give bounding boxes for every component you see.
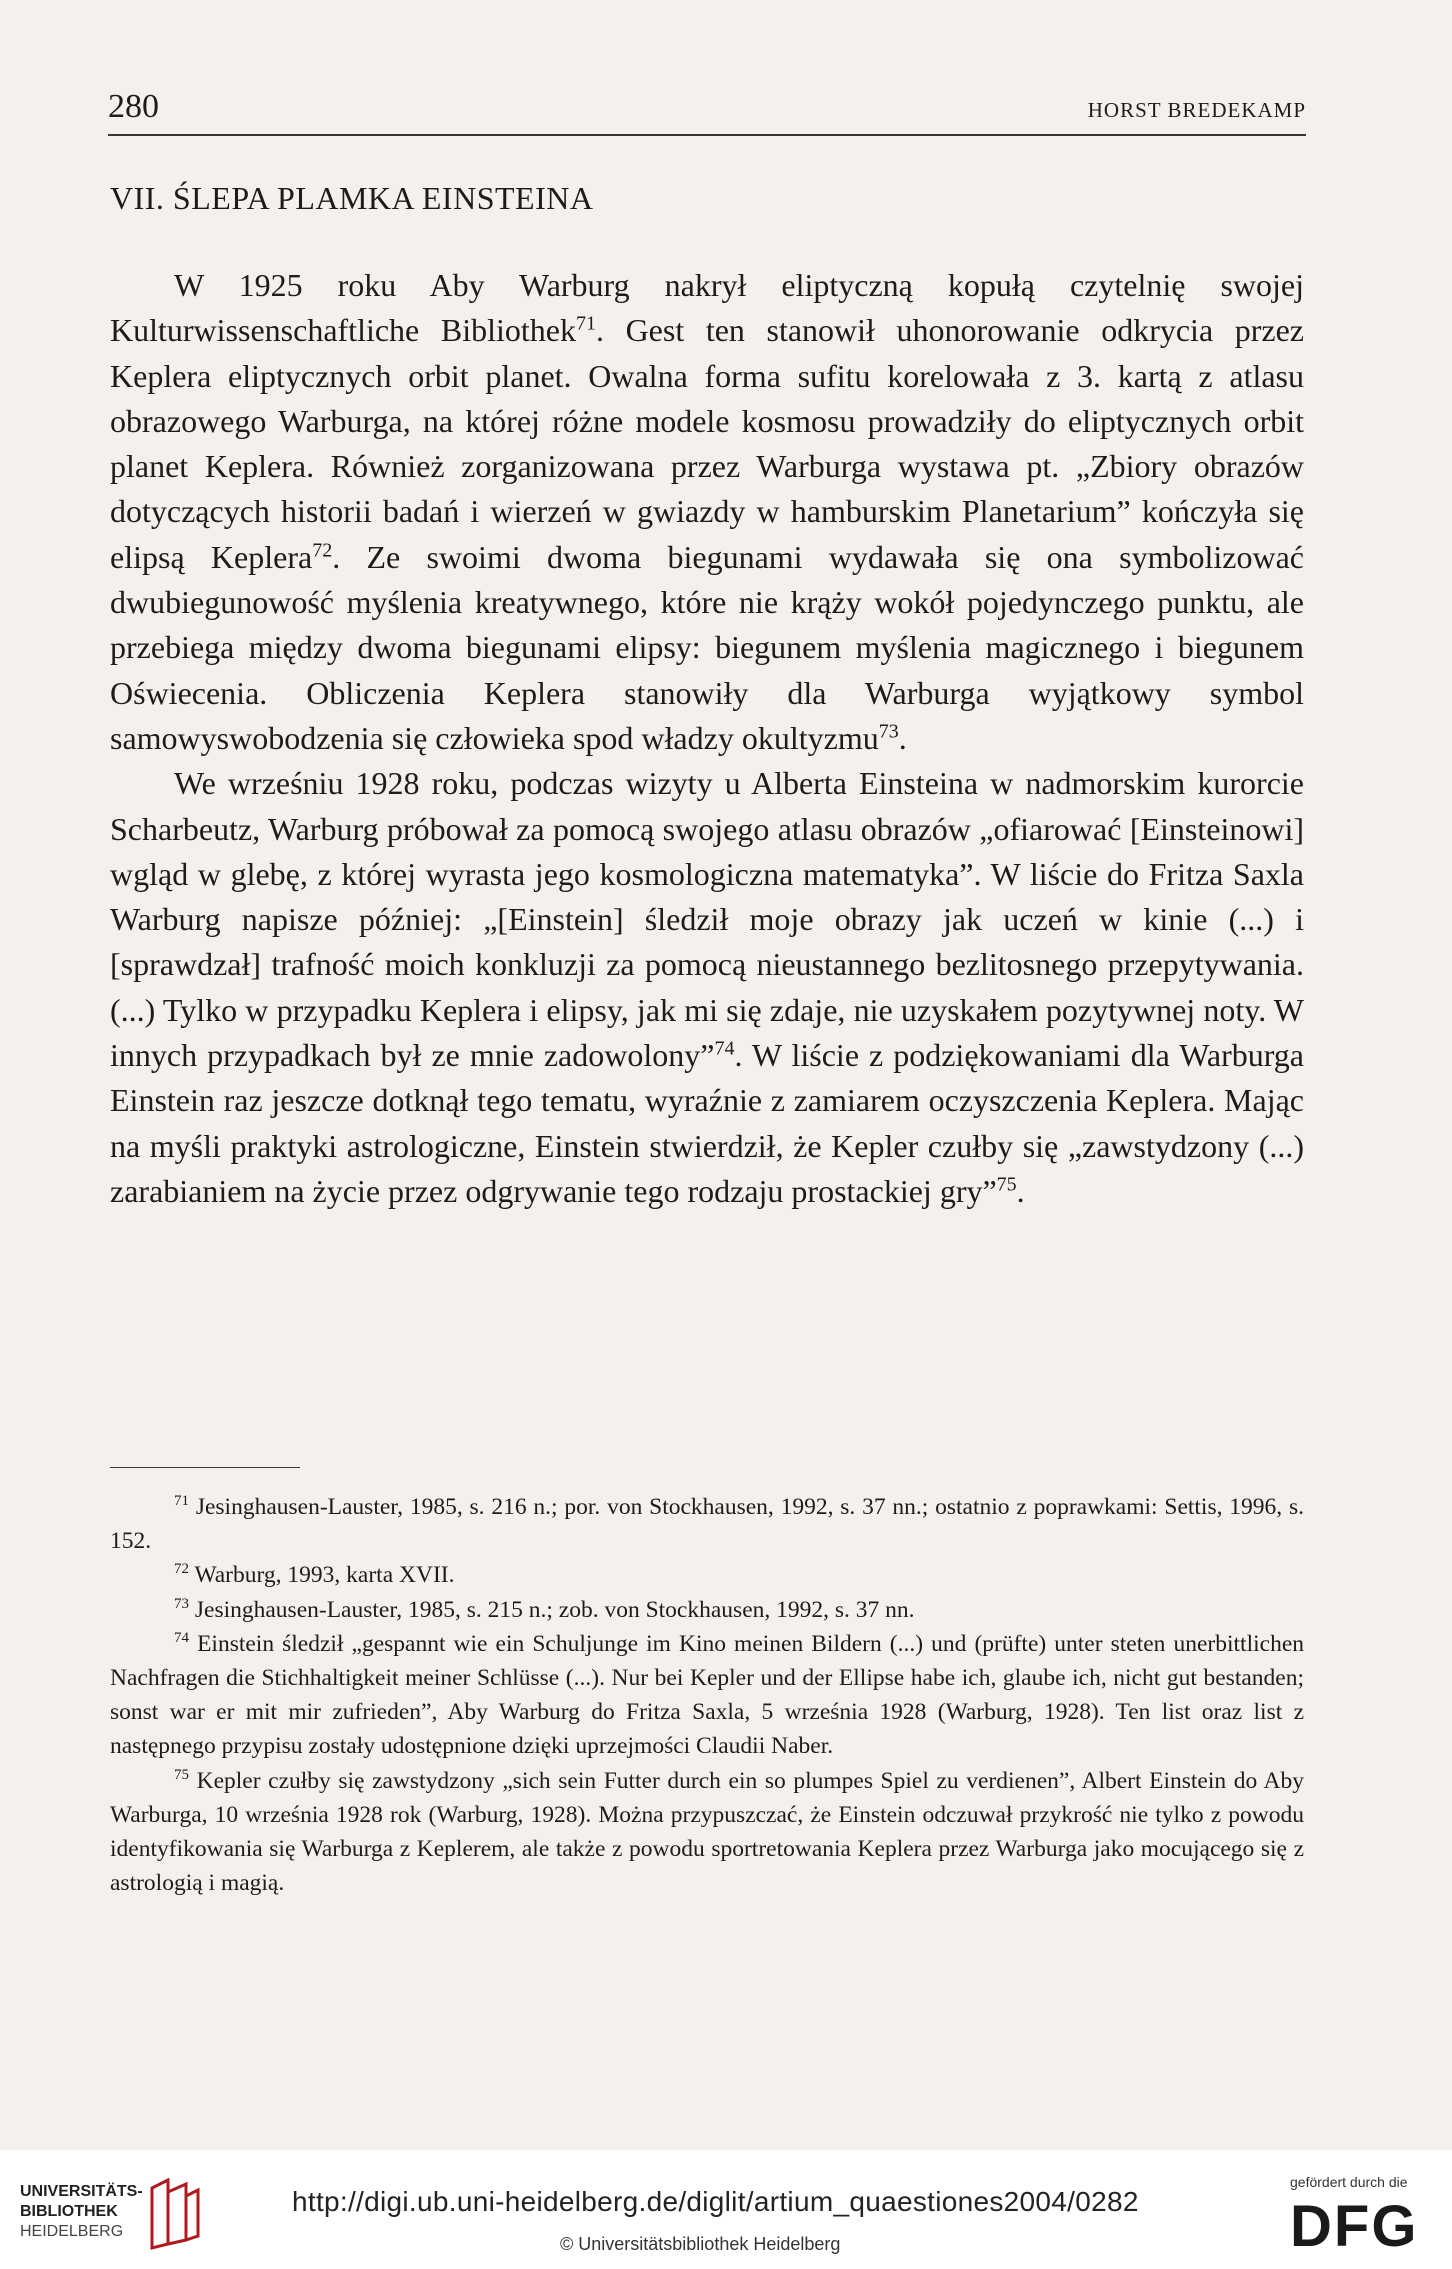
body-text xyxy=(110,263,1304,1214)
paragraph-text: . Gest ten stanowił uhonorowanie odkrycia przez Keplera eliptycznych orbit planet. Owalna forma sufitu korelowała z 3. kartą z atlasu obrazowego Warburga, na której różne modele kosmosu prowadziły do eliptycznych orbit planet Keplera. Również zorganizowana przez Warburga wystawa pt. „Zbiory obrazów dotyczących historii badań i wierzeń w gwiazdy w hamburskim Planetarium” kończyła się elipsą Keplera xyxy=(110,312,1305,575)
copyright-notice: © Universitätsbibliothek Heidelberg xyxy=(560,2234,841,2254)
running-head: HORST BREDEKAMP xyxy=(1087,98,1306,122)
dfg-caption: gefördert durch die xyxy=(1290,2174,1408,2190)
footnote-ref: 72 xyxy=(312,539,333,562)
footnote-number: 71 xyxy=(174,1493,189,1510)
footnote xyxy=(110,1593,1304,1627)
footnote-text: Jesinghausen-Lauster, 1985, s. 215 n.; zob. von Stockhausen, 1992, s. 37 nn. xyxy=(194,1596,915,1623)
footnote-text: Einstein śledził „gespannt wie ein Schuljunge im Kino meinen Bildern (...) und (prüfte) unter steten unerbittlichen Nachfragen die Stichhaltigkeit meiner Schlüsse (...). Nur bei Kepler und der Ellipse habe ich, glaube ich, nicht gut bestanden; sonst war er mit mir zufrieden”, Aby Warburg do Fritza Saxla, 5 września 1928 (Warburg, 1928). Ten list oraz list z następnego przypisu zostały udostępnione dzięki uprzejmości Claudii Naber. xyxy=(110,1630,1304,1760)
paragraph-text: . xyxy=(1016,1172,1025,1209)
footnote-number: 74 xyxy=(174,1629,189,1646)
paragraph xyxy=(110,263,1304,761)
footnote-ref: 73 xyxy=(878,720,899,743)
footnote-text: Jesinghausen-Lauster, 1985, s. 216 n.; por. von Stockhausen, 1992, s. 37 nn.; ostatnio z poprawkami: Settis, 1996, s. 152. xyxy=(110,1494,1304,1555)
paragraph xyxy=(110,761,1304,1214)
paragraph-text: . Ze swoimi dwoma biegunami wydawała się ona symbolizować dwubiegunowość myślenia kreatywnego, które nie krąży wokół pojedynczego punktu, ale przebiega między dwoma biegunami elipsy: biegunem myślenia magicznego i biegunem Oświecenia. Obliczenia Keplera stanowiły dla Warburga wyjątkowy symbol samowyswobodzenia się człowieka spod władzy okultyzmu xyxy=(110,538,1305,756)
footnote-number: 75 xyxy=(174,1766,189,1783)
library-name-line: HEIDELBERG xyxy=(20,2223,124,2240)
section-title: VII. ŚLEPA PLAMKA EINSTEINA xyxy=(110,180,594,216)
footnote xyxy=(110,1558,1304,1592)
paragraph-text: W 1925 roku Aby Warburg nakrył eliptyczną kopułą czytelnię swojej Kulturwissenschaftliche Bibliothek xyxy=(110,267,1304,349)
paragraph-text: We wrześniu 1928 roku, podczas wizyty u Alberta Einsteina w nadmorskim kurorcie Scharbeutz, Warburg próbował za pomocą swojego atlasu obrazów „ofiarować [Einsteinowi] wgląd w glebę, z której wyrasta jego kosmologiczna matematyka”. W liście do Fritza Saxla Warburg napisze później: „[Einstein] śledził moje obrazy jak uczeń w kinie (...) i [sprawdzał] trafność moich konkluzji za pomocą nieustannego bezlitosnego przepytywania. (...) Tylko w przypadku Keplera i elipsy, jak mi się zdaje, nie uzyskałem pozytywnej noty. W innych przypadkach był ze mnie zadowolony” xyxy=(110,765,1304,1074)
dfg-logo-icon xyxy=(1290,2196,1420,2252)
footnote xyxy=(110,1490,1304,1558)
dfg-logo-text: DFG xyxy=(1290,2196,1419,2252)
footnote-ref: 75 xyxy=(996,1173,1017,1196)
footnote-rule xyxy=(110,1467,300,1468)
page-header xyxy=(108,88,1306,136)
library-name xyxy=(20,2182,143,2242)
library-logo-icon xyxy=(146,2178,202,2250)
source-url-link[interactable]: http://digi.ub.uni-heidelberg.de/diglit/artium_quaestiones2004/0282 xyxy=(292,2186,1139,2217)
footnotes xyxy=(110,1490,1304,1900)
footnote xyxy=(110,1627,1304,1764)
footnote-number: 73 xyxy=(174,1595,189,1612)
footnote-text: Kepler czułby się zawstydzony „sich sein Futter durch ein so plumpes Spiel zu verdienen”, Albert Einstein do Aby Warburga, 10 września 1928 rok (Warburg, 1928). Można przypuszczać, że Einstein odczuwał przykrość nie tylko z powodu identyfikowania się Warburga z Keplerem, ale także z powodu sportretowania Keplera przez Warburga jako mocującego się z astrologią i magią. xyxy=(110,1767,1305,1897)
footnote-text: Warburg, 1993, karta XVII. xyxy=(194,1562,455,1589)
library-name-line: BIBLIOTHEK xyxy=(20,2203,118,2220)
footnote-ref: 71 xyxy=(575,312,596,335)
paragraph-text: . W liście z podziękowaniami dla Warburga Einstein raz jeszcze dotknął tego tematu, wyraźnie z zamiarem oczyszczenia Keplera. Mając na myśli praktyki astrologiczne, Einstein stwierdził, że Kepler czułby się „zawstydzony (...) zarabianiem na życie przez odgrywanie tego rodzaju prostackiej gry” xyxy=(110,1037,1305,1209)
paragraph-text: . xyxy=(898,719,907,756)
digitization-footer xyxy=(0,2150,1452,2269)
footnote-ref: 74 xyxy=(714,1037,735,1060)
footnote xyxy=(110,1764,1304,1901)
page-number: 280 xyxy=(108,88,159,125)
library-name-line: UNIVERSITÄTS- xyxy=(20,2183,143,2200)
footnote-number: 72 xyxy=(174,1561,189,1578)
